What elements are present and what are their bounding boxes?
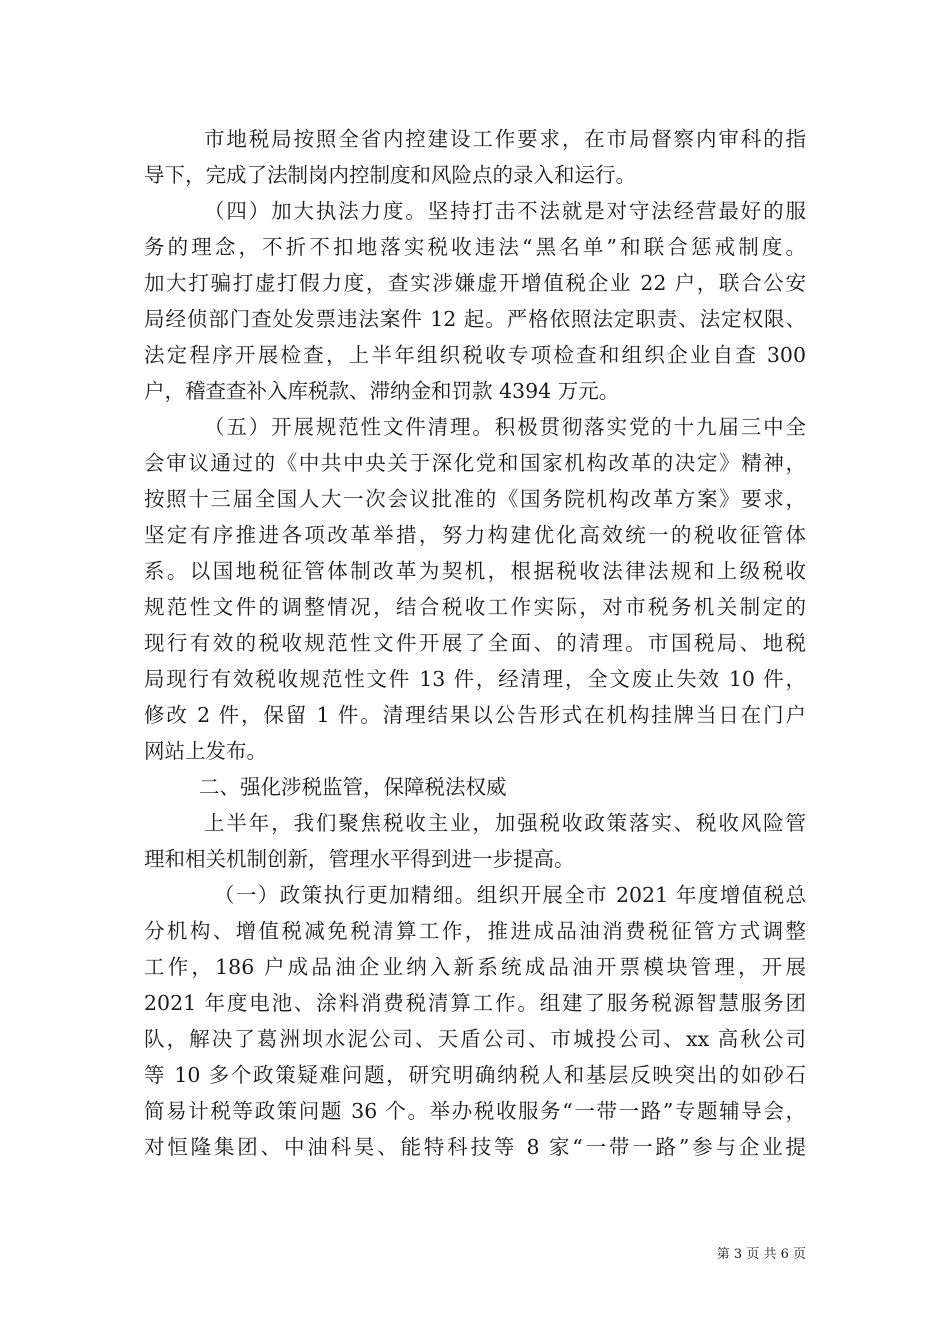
text-line: 理和相关机制创新，管理水平得到进一步提高。 [144, 847, 575, 871]
text-line: 局经侦部门查处发票违法案件 12 起。严格依照法定职责、法定权限、 [144, 307, 806, 331]
section-heading: 二、强化涉税监管，保障税法权威 [199, 775, 507, 799]
text-line: 简易计税等政策问题 36 个。举办税收服务“一带一路”专题辅导会， [144, 1099, 806, 1123]
text-line: （五）开展规范性文件清理。积极贯彻落实党的十九届三中全 [204, 415, 806, 439]
text-line: 上半年，我们聚焦税收主业，加强税收政策落实、税收风险管 [204, 811, 806, 835]
text-line: 系。以国地税征管体制改革为契机，根据税收法律法规和上级税收 [144, 559, 806, 583]
text-line: 局现行有效税收规范性文件 13 件，经清理，全文废止失效 10 件， [144, 667, 806, 691]
text-line: 现行有效的税收规范性文件开展了全面、的清理。市国税局、地税 [144, 631, 806, 655]
text-line: 坚定有序推进各项改革举措，努力构建优化高效统一的税收征管体 [144, 523, 806, 547]
text-line: 工作，186 户成品油企业纳入新系统成品油开票模块管理，开展 [144, 955, 806, 979]
text-line: 规范性文件的调整情况，结合税收工作实际，对市税务机关制定的 [144, 595, 806, 619]
text-line: 网站上发布。 [144, 739, 267, 763]
text-line: 分机构、增值税减免税清算工作，推进成品油消费税征管方式调整 [144, 919, 806, 943]
text-line: 2021 年度电池、涂料消费税清算工作。组建了服务税源智慧服务团 [144, 991, 806, 1015]
page-number: 第 3 页 共 6 页 [716, 1247, 806, 1262]
text-line: 对恒隆集团、中油科昊、能特科技等 8 家“一带一路”参与企业提 [144, 1135, 806, 1159]
text-line: 户，稽查查补入库税款、滞纳金和罚款 4394 万元。 [144, 379, 620, 403]
text-line: 导下，完成了法制岗内控制度和风险点的录入和运行。 [144, 163, 636, 187]
text-line: 按照十三届全国人大一次会议批准的《国务院机构改革方案》要求， [144, 487, 806, 511]
text-line: 加大打骗打虚打假力度，查实涉嫌虚开增值税企业 22 户，联合公安 [144, 271, 806, 295]
text-line: （四）加大执法力度。坚持打击不法就是对守法经营最好的服 [204, 199, 806, 223]
text-line: 法定程序开展检查，上半年组织税收专项检查和组织企业自查 300 [144, 343, 806, 367]
text-line: 市地税局按照全省内控建设工作要求，在市局督察内审科的指 [204, 127, 806, 151]
text-line: 会审议通过的《中共中央关于深化党和国家机构改革的决定》精神， [144, 451, 806, 475]
text-line: 务的理念，不折不扣地落实税收违法“黑名单”和联合惩戒制度。 [144, 235, 806, 259]
text-line: 等 10 多个政策疑难问题，研究明确纳税人和基层反映突出的如砂石 [144, 1063, 806, 1087]
text-line: （一）政策执行更加精细。组织开展全市 2021 年度增值税总 [214, 883, 806, 907]
text-line: 队，解决了葛洲坝水泥公司、天盾公司、市城投公司、xx 高秋公司 [144, 1027, 806, 1051]
text-line: 修改 2 件，保留 1 件。清理结果以公告形式在机构挂牌当日在门户 [144, 703, 806, 727]
